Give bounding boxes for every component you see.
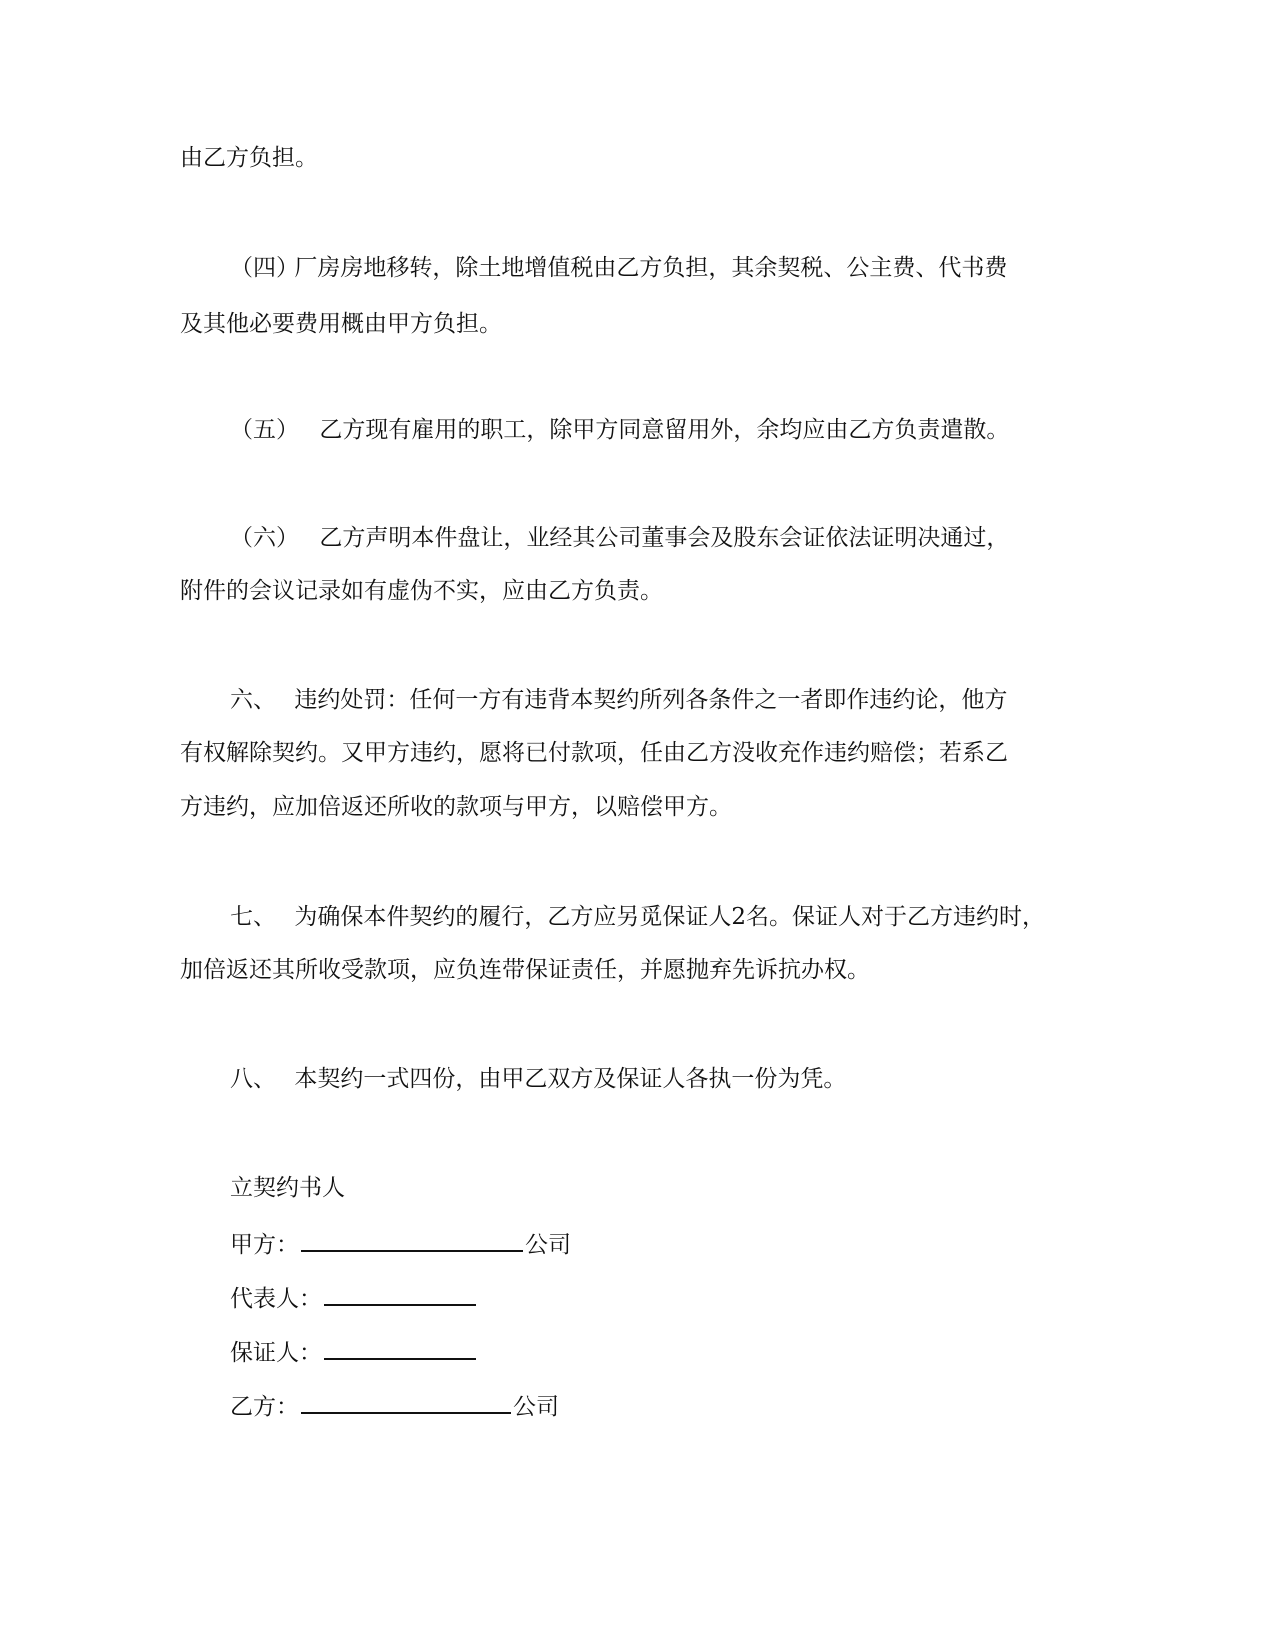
- clause-6-line-1: [230, 523, 1009, 553]
- clause-4-line-2: 及其他必要费用概由甲方负担。: [180, 311, 502, 337]
- article-7-text-1: 为确保本件契约的履行，乙方应另觅保证人2名。保证人对于乙方违约时，: [294, 904, 1045, 930]
- clause-6-number: （六）: [230, 525, 299, 551]
- party-a-label: 甲方：: [230, 1232, 299, 1258]
- signatories-heading: 立契约书人: [230, 1175, 345, 1201]
- party-a-blank[interactable]: [301, 1228, 523, 1252]
- guarantor-label: 保证人：: [230, 1340, 322, 1366]
- guarantor-row: [230, 1336, 478, 1368]
- party-a-suffix: 公司: [525, 1232, 571, 1258]
- clause-5-text-1: 乙方现有雇用的职工，除甲方同意留用外，余均应由乙方负责遣散。: [319, 417, 1010, 443]
- party-b-row: [230, 1390, 559, 1422]
- article-6-number: 六、: [230, 687, 276, 713]
- article-6-text-1: 违约处罚：任何一方有违背本契约所列各条件之一者即作违约论，他方: [294, 687, 1008, 713]
- article-7-number: 七、: [230, 904, 276, 930]
- guarantor-blank[interactable]: [324, 1336, 476, 1360]
- clause-4-number: （四）: [230, 255, 299, 281]
- article-6-line-1: [230, 685, 1007, 715]
- party-b-suffix: 公司: [513, 1394, 559, 1420]
- article-8-number: 八、: [230, 1066, 276, 1092]
- party-b-blank[interactable]: [301, 1390, 511, 1414]
- article-8-text-1: 本契约一式四份，由甲乙双方及保证人各执一份为凭。: [294, 1066, 847, 1092]
- article-8-line-1: [230, 1064, 846, 1094]
- party-b-label: 乙方：: [230, 1394, 299, 1420]
- clause-6-line-2: 附件的会议记录如有虚伪不实，应由乙方负责。: [180, 578, 663, 604]
- representative-row: [230, 1282, 478, 1314]
- clause-4-text-1: 厂房房地移转，除土地增值税由乙方负担，其余契税、公主费、代书费: [294, 255, 1008, 281]
- clause-5-number: （五）: [230, 417, 299, 443]
- article-6-line-2: 有权解除契约。又甲方违约，愿将已付款项，任由乙方没收充作违约赔偿；若系乙: [180, 740, 1008, 766]
- representative-label: 代表人：: [230, 1286, 322, 1312]
- article-7-line-1: [230, 902, 1045, 932]
- article-7-line-2: 加倍返还其所收受款项，应负连带保证责任，并愿抛弃先诉抗办权。: [180, 957, 870, 983]
- clause-4-line-1: [230, 253, 1007, 283]
- paragraph-3-tail: 由乙方负担。: [180, 145, 318, 171]
- clause-6-text-1: 乙方声明本件盘让，业经其公司董事会及股东会证依法证明决通过，: [319, 525, 1010, 551]
- party-a-row: [230, 1228, 571, 1260]
- representative-blank[interactable]: [324, 1282, 476, 1306]
- clause-5-line-1: [230, 415, 1009, 445]
- article-6-line-3: 方违约，应加倍返还所收的款项与甲方，以赔偿甲方。: [180, 794, 732, 820]
